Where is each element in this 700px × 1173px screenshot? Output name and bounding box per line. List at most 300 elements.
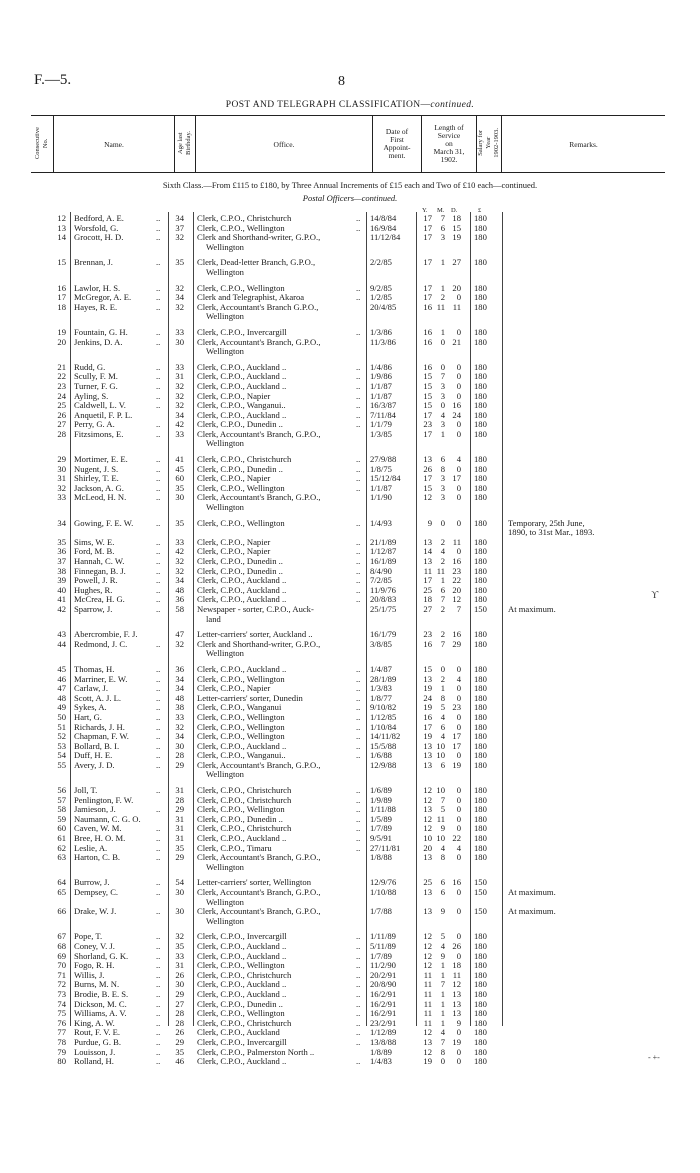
remarks: At maximum. <box>508 603 556 614</box>
appointment-date: 1/8/89 <box>370 1046 392 1057</box>
leader-dots: .. <box>356 960 361 971</box>
leader-dots: .. <box>156 546 161 557</box>
service-days: 0 <box>456 887 461 897</box>
row-line <box>0 439 700 449</box>
table-row <box>0 519 700 538</box>
service-months: 1 <box>440 683 445 694</box>
salary: 180 <box>474 1017 487 1028</box>
employee-name: Duff, H. E. <box>74 750 113 761</box>
table-row <box>0 761 700 780</box>
appointment-date: 9/2/85 <box>370 282 392 293</box>
table-row <box>0 1057 700 1067</box>
row-group <box>0 363 700 449</box>
office: Clerk, C.P.O., Auckland .. <box>197 594 287 605</box>
row-group <box>0 214 700 252</box>
consecutive-no: 32 <box>57 482 66 493</box>
consecutive-no: 69 <box>57 950 66 961</box>
service-years: 13 <box>423 750 432 761</box>
salary: 180 <box>474 584 487 595</box>
office: land <box>206 613 221 624</box>
appointment-date: 1/11/88 <box>370 804 396 815</box>
leader-dots: .. <box>156 823 161 834</box>
leader-dots: .. <box>156 292 161 303</box>
office: Clerk, C.P.O., Christchurch <box>197 969 292 980</box>
service-days: 0 <box>456 326 461 337</box>
appointment-date: 1/4/86 <box>370 361 392 372</box>
consecutive-no: 44 <box>57 638 66 649</box>
consecutive-no: 13 <box>57 222 66 233</box>
appointment-date: 1/6/88 <box>370 750 392 761</box>
leader-dots: .. <box>356 711 361 722</box>
leader-dots: .. <box>356 750 361 761</box>
salary: 180 <box>474 301 487 312</box>
service-days: 11 <box>452 969 461 980</box>
age: 35 <box>175 482 184 493</box>
appointment-date: 1/1/87 <box>370 390 392 401</box>
service-days: 0 <box>456 546 461 557</box>
age: 29 <box>175 988 184 999</box>
age: 36 <box>175 663 184 674</box>
leader-dots: .. <box>156 979 161 990</box>
consecutive-no: 68 <box>57 940 66 951</box>
service-years: 25 <box>423 584 432 595</box>
employee-name: Scully, F. M. <box>74 371 118 382</box>
employee-name: Fitzsimons, E. <box>74 428 124 439</box>
office: Clerk, C.P.O., Auckland .. <box>197 979 287 990</box>
consecutive-no: 67 <box>57 931 66 942</box>
salary: 180 <box>474 565 487 576</box>
age: 37 <box>175 222 184 233</box>
service-years: 13 <box>423 759 432 770</box>
salary: 180 <box>474 702 487 713</box>
consecutive-no: 58 <box>57 804 66 815</box>
table-row <box>0 303 700 322</box>
row-line <box>0 615 700 625</box>
office: Clerk, Dead-letter Branch, G.P.O., <box>197 257 316 268</box>
salary: 180 <box>474 721 487 732</box>
salary: 180 <box>474 813 487 824</box>
row-group <box>0 878 700 926</box>
leader-dots: .. <box>356 931 361 942</box>
column-header <box>31 115 665 173</box>
service-years: 12 <box>423 794 432 805</box>
salary: 180 <box>474 988 487 999</box>
service-days: 0 <box>456 1056 461 1067</box>
leader-dots: .. <box>156 988 161 999</box>
consecutive-no: 49 <box>57 702 66 713</box>
service-years: 11 <box>423 969 432 980</box>
office: Clerk, C.P.O., Wellington <box>197 673 285 684</box>
employee-name: Redmond, J. C. <box>74 638 128 649</box>
service-months: 4 <box>440 842 445 853</box>
appointment-date: 1/9/86 <box>370 371 392 382</box>
age: 29 <box>175 852 184 863</box>
salary: 180 <box>474 759 487 770</box>
leader-dots: .. <box>156 301 161 312</box>
appointment-date: 21/1/89 <box>370 536 397 547</box>
service-months: 0 <box>440 336 445 347</box>
appointment-date: 16/1/79 <box>370 629 397 640</box>
service-years: 24 <box>423 692 432 703</box>
leader-dots: .. <box>156 663 161 674</box>
employee-name: Hart, G. <box>74 711 102 722</box>
leader-dots: .. <box>156 390 161 401</box>
leader-dots: .. <box>156 556 161 566</box>
leader-dots: .. <box>356 1008 361 1019</box>
service-days: 22 <box>452 833 461 844</box>
service-days: 18 <box>452 213 461 223</box>
age: 33 <box>175 536 184 547</box>
row-group <box>0 284 700 322</box>
service-days: 13 <box>452 1008 461 1019</box>
office: Wellington <box>206 502 244 513</box>
office: Clerk, C.P.O., Wellington <box>197 960 285 971</box>
consecutive-no: 78 <box>57 1036 66 1047</box>
service-years: 12 <box>423 931 432 942</box>
service-days: 23 <box>452 565 461 576</box>
appointment-date: 3/8/85 <box>370 638 392 649</box>
service-days: 0 <box>456 482 461 493</box>
age: 27 <box>175 998 184 1009</box>
appointment-date: 1/6/89 <box>370 785 392 796</box>
employee-name: Fountain, G. H. <box>74 326 128 337</box>
service-years: 13 <box>423 556 432 566</box>
leader-dots: .. <box>156 222 161 233</box>
service-months: 1 <box>440 575 445 586</box>
employee-name: McCrea, H. G. <box>74 594 125 605</box>
age: 54 <box>175 877 184 888</box>
leader-dots: .. <box>156 852 161 863</box>
office: Wellington <box>206 915 244 926</box>
consecutive-no: 57 <box>57 794 66 805</box>
table-row <box>0 888 700 907</box>
service-days: 0 <box>456 390 461 401</box>
service-months: 3 <box>440 492 445 503</box>
service-years: 13 <box>423 852 432 863</box>
table-row <box>0 907 700 926</box>
service-years: 17 <box>423 232 432 243</box>
row-line <box>0 640 700 650</box>
appointment-date: 16/2/91 <box>370 988 397 999</box>
service-years: 12 <box>423 960 432 971</box>
service-years: 17 <box>423 213 432 223</box>
appointment-date: 13/8/88 <box>370 1036 397 1047</box>
leader-dots: .. <box>156 638 161 649</box>
consecutive-no: 39 <box>57 575 66 586</box>
employee-name: Fogo, R. H. <box>74 960 115 971</box>
appointment-date: 11/12/84 <box>370 232 401 243</box>
page-title: POST AND TELEGRAPH CLASSIFICATION—continued. <box>225 100 475 110</box>
consecutive-no: 66 <box>57 906 66 917</box>
office: Letter-carriers' sorter, Auckland .. <box>197 629 313 640</box>
leader-dots: .. <box>356 409 361 420</box>
office: Clerk, C.P.O., Auckland .. <box>197 584 287 595</box>
row-group <box>0 519 700 625</box>
leader-dots: .. <box>156 785 161 796</box>
appointment-date: 1/10/88 <box>370 887 397 897</box>
appointment-date: 16/9/84 <box>370 222 397 233</box>
employee-name: Sparrow, J. <box>74 603 113 614</box>
service-days: 19 <box>452 759 461 770</box>
office: Clerk, C.P.O., Invercargill <box>197 326 287 337</box>
appointment-date: 1/4/87 <box>370 663 392 674</box>
salary: 180 <box>474 794 487 805</box>
leader-dots: .. <box>156 731 161 742</box>
row-line <box>0 347 700 357</box>
salary: 180 <box>474 852 487 863</box>
salary: 180 <box>474 454 487 465</box>
office: Clerk, C.P.O., Dunedin .. <box>197 998 283 1009</box>
service-days: 7 <box>456 603 461 614</box>
service-days: 0 <box>456 419 461 430</box>
age: 32 <box>175 301 184 312</box>
leader-dots: .. <box>156 673 161 684</box>
leader-dots: .. <box>356 584 361 595</box>
consecutive-no: 28 <box>57 428 66 439</box>
employee-name: Dickson, M. C. <box>74 998 127 1009</box>
employee-name: Coney, V. J. <box>74 940 115 951</box>
employee-name: Shirley, T. E. <box>74 473 119 484</box>
consecutive-no: 70 <box>57 960 66 971</box>
service-months: 11 <box>436 813 445 824</box>
age: 29 <box>175 1036 184 1047</box>
service-months: 0 <box>440 361 445 372</box>
office: Clerk, C.P.O., Christchurch <box>197 785 292 796</box>
service-months: 2 <box>440 536 445 547</box>
service-days: 0 <box>456 428 461 439</box>
age: 58 <box>175 603 184 614</box>
leader-dots: .. <box>156 603 161 614</box>
row-line <box>0 243 700 253</box>
employee-name: Lawlor, H. S. <box>74 282 121 293</box>
service-months: 7 <box>440 979 445 990</box>
leader-dots: .. <box>356 663 361 674</box>
leader-dots: .. <box>156 575 161 586</box>
appointment-date: 2/2/85 <box>370 257 392 268</box>
col-length: Length of Service on March 31, 1902. <box>422 116 477 173</box>
employee-name: King, A. W. <box>74 1017 115 1028</box>
leader-dots: .. <box>356 692 361 703</box>
appointment-date: 27/9/88 <box>370 454 397 465</box>
leader-dots: .. <box>156 711 161 722</box>
consecutive-no: 36 <box>57 546 66 557</box>
service-months: 4 <box>440 409 445 420</box>
appointment-date: 1/12/89 <box>370 1027 397 1038</box>
service-days: 17 <box>452 740 461 751</box>
service-months: 1 <box>440 960 445 971</box>
service-years: 12 <box>423 823 432 834</box>
service-months: 8 <box>440 1046 445 1057</box>
service-years: 17 <box>423 409 432 420</box>
office: Clerk and Telegraphist, Akaroa <box>197 292 305 303</box>
age: 26 <box>175 969 184 980</box>
leader-dots: .. <box>156 517 161 528</box>
service-years: 12 <box>423 785 432 796</box>
col-age: Age last Birthday. <box>177 131 192 155</box>
age: 47 <box>175 629 184 640</box>
salary: 180 <box>474 517 487 528</box>
consecutive-no: 21 <box>57 361 66 372</box>
employee-name: Gowing, F. E. W. <box>74 517 134 528</box>
service-months: 2 <box>440 292 445 303</box>
service-months: 3 <box>440 390 445 401</box>
row-line <box>0 258 700 268</box>
appointment-date: 15/5/88 <box>370 740 397 751</box>
service-months: 7 <box>440 213 445 223</box>
leader-dots: .. <box>156 721 161 732</box>
office: Clerk, C.P.O., Auckland .. <box>197 409 287 420</box>
consecutive-no: 59 <box>57 813 66 824</box>
service-years: 9 <box>427 517 432 528</box>
row-line <box>0 338 700 348</box>
appointment-date: 1/12/87 <box>370 546 397 557</box>
margin-mark: - +- <box>648 1053 660 1062</box>
service-years: 11 <box>423 988 432 999</box>
salary: 150 <box>474 887 487 897</box>
service-months: 11 <box>436 565 445 576</box>
age: 34 <box>175 292 184 303</box>
service-months: 0 <box>440 517 445 528</box>
row-group <box>0 665 700 780</box>
leader-dots: .. <box>156 213 161 223</box>
age: 48 <box>175 692 184 703</box>
service-years: 16 <box>423 301 432 312</box>
service-days: 17 <box>452 473 461 484</box>
age: 34 <box>175 575 184 586</box>
office: Clerk, C.P.O., Wanganui.. <box>197 400 286 411</box>
salary: 180 <box>474 546 487 557</box>
leader-dots: .. <box>356 1027 361 1038</box>
age: 32 <box>175 380 184 391</box>
age: 33 <box>175 950 184 961</box>
leader-dots: .. <box>356 473 361 484</box>
office: Clerk, C.P.O., Napier <box>197 536 271 547</box>
service-months: 9 <box>440 906 445 917</box>
service-years: 11 <box>423 998 432 1009</box>
employee-name: Willis, J. <box>74 969 105 980</box>
service-years: 12 <box>423 492 432 503</box>
service-months: 10 <box>436 833 445 844</box>
office: Clerk, C.P.O., Invercargill <box>197 1036 287 1047</box>
service-months: 1 <box>440 969 445 980</box>
leader-dots: .. <box>356 400 361 411</box>
consecutive-no: 71 <box>57 969 66 980</box>
employee-name: Hayes, R. E. <box>74 301 118 312</box>
age: 30 <box>175 906 184 917</box>
consecutive-no: 18 <box>57 301 66 312</box>
appointment-date: 1/4/93 <box>370 517 392 528</box>
office: Clerk, C.P.O., Timaru <box>197 842 272 853</box>
service-years: 19 <box>423 683 432 694</box>
consecutive-no: 42 <box>57 603 66 614</box>
office: Clerk, C.P.O., Dunedin .. <box>197 556 283 566</box>
age: 28 <box>175 1008 184 1019</box>
salary: 180 <box>474 998 487 1009</box>
employee-name: Penlington, F. W. <box>74 794 134 805</box>
age: 32 <box>175 638 184 649</box>
consecutive-no: 15 <box>57 257 66 268</box>
leader-dots: .. <box>156 931 161 942</box>
office: Wellington <box>206 266 244 277</box>
employee-name: Worsfold, G. <box>74 222 119 233</box>
leader-dots: .. <box>156 1036 161 1047</box>
service-days: 0 <box>456 804 461 815</box>
appointment-date: 16/2/91 <box>370 998 397 1009</box>
appointment-date: 5/11/89 <box>370 940 396 951</box>
salary: 180 <box>474 940 487 951</box>
consecutive-no: 46 <box>57 673 66 684</box>
office: Newspaper - sorter, C.P.O., Auck- <box>197 603 314 614</box>
service-months: 10 <box>436 740 445 751</box>
leader-dots: .. <box>156 887 161 897</box>
appointment-date: 20/4/85 <box>370 301 397 312</box>
employee-name: Hannah, C. W. <box>74 556 125 566</box>
appointment-date: 23/2/91 <box>370 1017 397 1028</box>
consecutive-no: 41 <box>57 594 66 605</box>
age: 31 <box>175 785 184 796</box>
service-days: 16 <box>452 400 461 411</box>
service-months: 6 <box>440 584 445 595</box>
leader-dots: .. <box>156 740 161 751</box>
consecutive-no: 20 <box>57 336 66 347</box>
remarks: 1890, to 31st Mar., 1893. <box>508 527 595 538</box>
service-months: 4 <box>440 711 445 722</box>
row-group <box>0 328 700 357</box>
consecutive-no: 25 <box>57 400 66 411</box>
consecutive-no: 30 <box>57 463 66 474</box>
appointment-date: 7/11/84 <box>370 409 396 420</box>
age: 35 <box>175 940 184 951</box>
employee-name: Carlaw, J. <box>74 683 109 694</box>
service-days: 0 <box>456 711 461 722</box>
salary: 180 <box>474 594 487 605</box>
appointment-date: 1/1/90 <box>370 492 392 503</box>
employee-name: Brodie, B. E. S. <box>74 988 129 999</box>
salary: 180 <box>474 1008 487 1019</box>
row-line <box>0 503 700 513</box>
employee-name: Ford, M. B. <box>74 546 115 557</box>
consecutive-no: 73 <box>57 988 66 999</box>
service-months: 7 <box>440 638 445 649</box>
register-table <box>0 214 700 1067</box>
leader-dots: .. <box>156 804 161 815</box>
office: Clerk, C.P.O., Auckland <box>197 1027 280 1038</box>
age: 34 <box>175 673 184 684</box>
leader-dots: .. <box>356 463 361 474</box>
service-months: 3 <box>440 419 445 430</box>
service-days: 4 <box>456 673 461 684</box>
leader-dots: .. <box>156 1027 161 1038</box>
appointment-date: 1/8/77 <box>370 692 392 703</box>
salary: 180 <box>474 222 487 233</box>
row-line <box>0 853 700 863</box>
service-years: 13 <box>423 673 432 684</box>
salary: 180 <box>474 1027 487 1038</box>
service-days: 4 <box>456 454 461 465</box>
leader-dots: .. <box>156 960 161 971</box>
employee-name: McLeod, H. N. <box>74 492 127 503</box>
employee-name: Perry, G. A. <box>74 419 115 430</box>
row-line <box>0 519 700 529</box>
employee-name: Naumann, C. G. O. <box>74 813 141 824</box>
office: Clerk, C.P.O., Wanganui.. <box>197 750 286 761</box>
age: 31 <box>175 813 184 824</box>
consecutive-no: 65 <box>57 887 66 897</box>
row-line <box>0 907 700 917</box>
service-years: 16 <box>423 638 432 649</box>
service-months: 2 <box>440 556 445 566</box>
salary: 180 <box>474 629 487 640</box>
